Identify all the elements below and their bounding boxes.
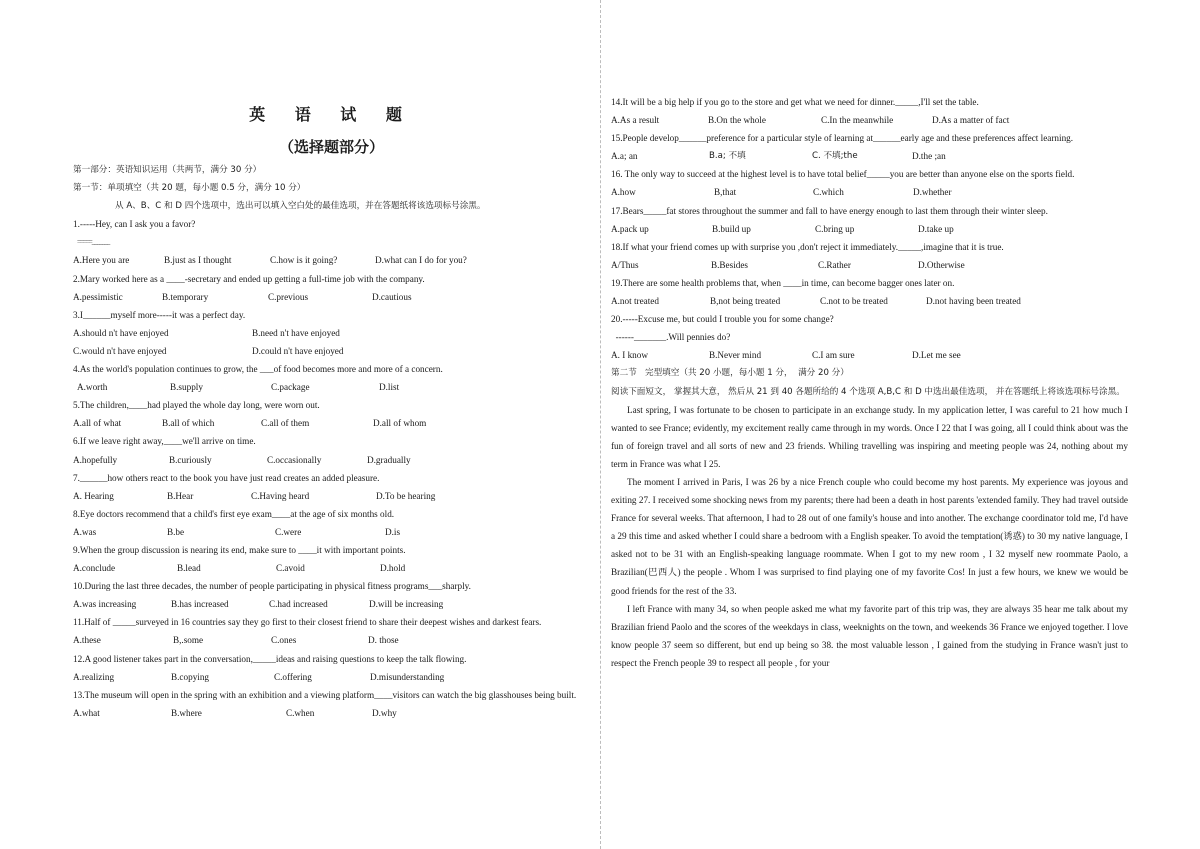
- option-c[interactable]: C.when: [286, 707, 315, 718]
- question-options: [611, 111, 1128, 129]
- question-options: [73, 704, 590, 722]
- option-c[interactable]: C.package: [271, 382, 310, 393]
- option-d[interactable]: D.Let me see: [912, 350, 961, 361]
- option-b[interactable]: B.need n't have enjoyed: [252, 327, 340, 338]
- question-options: [73, 595, 590, 613]
- option-c[interactable]: C.Having heard: [251, 490, 310, 501]
- option-a[interactable]: A.was increasing: [73, 599, 137, 610]
- option-a[interactable]: A.how: [611, 187, 636, 198]
- option-a[interactable]: A.As a result: [611, 115, 660, 126]
- question-stem: 3.I______myself more-----it was a perfect day.: [73, 309, 246, 320]
- section1-heading: 第一节：单项填空（共 20 题，每小题 0.5 分，满分 10 分）: [73, 183, 306, 194]
- question-options: [611, 256, 1128, 274]
- question-6: [73, 432, 590, 468]
- question-19: [611, 274, 1128, 310]
- question-extra-line: =====_______: [77, 238, 110, 247]
- question-options: [611, 220, 1128, 238]
- option-b[interactable]: B.be: [167, 526, 185, 537]
- question-stem: 10.During the last three decades, the number of people participating in physical fitness programs___sharply.: [73, 581, 471, 592]
- question-stem: 15.People develop______preference for a particular style of learning at______early age and these preferences affect learning.: [611, 133, 1074, 144]
- question-options: [73, 251, 590, 269]
- question-options: [73, 378, 590, 396]
- question-5: [73, 396, 590, 432]
- option-d[interactable]: D.To be hearing: [376, 490, 436, 501]
- option-d[interactable]: D.misunderstanding: [370, 671, 445, 682]
- question-options: [73, 342, 590, 360]
- option-d[interactable]: D.gradually: [367, 454, 411, 465]
- option-c[interactable]: C.Rather: [818, 259, 851, 270]
- option-d[interactable]: D.the ;an: [912, 151, 946, 162]
- question-options: [73, 288, 590, 306]
- question-stem: 17.Bears_____fat stores throughout the summer and fall to have energy enough to last them through their winter sleep.: [611, 205, 1048, 216]
- option-c[interactable]: C.how is it going?: [270, 255, 338, 266]
- question-stem: 20.-----Excuse me, but could I trouble you for some change?: [611, 314, 834, 325]
- option-d[interactable]: D.As a matter of fact: [932, 115, 1010, 126]
- option-c[interactable]: C.previous: [268, 291, 309, 302]
- option-d[interactable]: D.not having been treated: [926, 296, 1021, 307]
- option-c[interactable]: C.not to be treated: [820, 296, 888, 307]
- option-c[interactable]: C.offering: [274, 671, 312, 682]
- option-c[interactable]: C.I am sure: [812, 350, 855, 361]
- section2-instruction: 阅读下面短文， 掌握其大意， 然后从 21 到 40 各题所给的 4 个选项 A,B,C 和 D 中选出最佳选项， 并在答题纸上将该选项标号涂黑。: [611, 386, 1125, 397]
- question-8: [73, 505, 590, 541]
- option-d[interactable]: D.hold: [380, 563, 406, 574]
- question-options: [611, 346, 1128, 364]
- option-b[interactable]: B.has increased: [171, 599, 229, 610]
- option-b[interactable]: B.where: [171, 707, 202, 718]
- option-b[interactable]: B.a; 不填: [709, 151, 746, 162]
- question-12: [73, 650, 590, 686]
- option-b[interactable]: B,.some: [173, 635, 204, 646]
- question-17: [611, 202, 1128, 238]
- option-c[interactable]: C.occasionally: [267, 454, 322, 465]
- question-options: [73, 668, 590, 686]
- option-b[interactable]: B.supply: [170, 382, 203, 393]
- question-stem: 14.It will be a big help if you go to the store and get what we need for dinner._____,I'll set the table.: [611, 97, 979, 107]
- question-stem: 6.If we leave right away,____we'll arrive on time.: [73, 436, 256, 447]
- question-options: [611, 183, 1128, 201]
- question-3: [73, 306, 590, 360]
- question-options: [73, 487, 590, 505]
- question-7: [73, 469, 590, 505]
- question-14: [611, 93, 1128, 129]
- option-a[interactable]: A.pessimistic: [73, 291, 123, 302]
- question-options: [73, 631, 590, 649]
- question-options: [73, 523, 590, 541]
- option-b[interactable]: B.just as I thought: [164, 255, 232, 266]
- question-20: [611, 310, 1128, 364]
- option-a[interactable]: A.a; an: [611, 151, 638, 162]
- option-b[interactable]: B.Besides: [711, 259, 749, 270]
- page-fold-divider: [600, 0, 601, 849]
- option-b[interactable]: B.Hear: [167, 490, 194, 501]
- option-a[interactable]: A.not treated: [611, 296, 659, 307]
- question-stem: 4.As the world's population continues to grow, the ___of food becomes more and more of a concern.: [73, 364, 443, 375]
- option-a[interactable]: A.was: [73, 526, 97, 537]
- question-stem: 12.A good listener takes part in the conversation,_____ideas and raising questions to keep the talk flowing.: [73, 653, 467, 664]
- question-stem: 2.Mary worked here as a ____-secretary and ended up getting a full-time job with the company.: [73, 273, 425, 284]
- option-d[interactable]: D.what can I do for you?: [375, 255, 467, 266]
- option-d[interactable]: D.whether: [913, 187, 952, 198]
- question-stem: 7.______how others react to the book you have just read creates an added pleasure.: [73, 472, 380, 483]
- question-16: [611, 165, 1128, 201]
- option-b[interactable]: B.copying: [171, 671, 210, 682]
- question-stem: 19.There are some health problems that, when ____in time, can become bagger ones later on.: [611, 277, 955, 288]
- question-options: [73, 451, 590, 469]
- question-1: [73, 215, 590, 269]
- option-c[interactable]: C.would n't have enjoyed: [73, 345, 167, 356]
- option-b[interactable]: B.all of which: [162, 418, 215, 429]
- option-c[interactable]: C.all of them: [261, 418, 310, 429]
- option-a[interactable]: A. Hearing: [73, 490, 114, 501]
- question-2: [73, 270, 590, 306]
- question-options: [73, 324, 590, 342]
- option-a[interactable]: A.Here you are: [73, 255, 130, 266]
- option-c[interactable]: C.bring up: [815, 223, 855, 234]
- question-options: [611, 147, 1128, 165]
- right-column: [611, 93, 1128, 672]
- option-b[interactable]: B.On the whole: [708, 115, 766, 126]
- option-c[interactable]: C. 不填;the: [812, 151, 858, 162]
- question-options: [73, 414, 590, 432]
- question-stem: 9.When the group discussion is nearing its end, make sure to ____it with important points.: [73, 544, 406, 555]
- option-a[interactable]: A. I know: [611, 350, 649, 361]
- option-a[interactable]: A.all of what: [73, 418, 122, 429]
- option-d[interactable]: D.cautious: [372, 291, 412, 302]
- option-c[interactable]: C.avoid: [276, 563, 305, 574]
- option-c[interactable]: C.which: [813, 187, 844, 198]
- question-13: [73, 686, 590, 722]
- option-b[interactable]: B,not being treated: [710, 296, 781, 307]
- option-d[interactable]: D.will be increasing: [369, 599, 444, 610]
- option-a[interactable]: A.pack up: [611, 223, 649, 234]
- passage-paragraph-3: I left France with many 34, so when people asked me what my favorite part of this trip was, they are always 35 hear me talk about my Brazilian friend Paolo and the scores of the weekdays in class, weeknights on the town, and weekends 36 France we enjoyed together. I love know people 37 seem so different, but end up being so 38. the most valuable lesson , I gained from the studying in France wasn't just to respect the French people 39 to respect all people , for your: [611, 603, 1128, 668]
- option-a[interactable]: A.worth: [77, 382, 108, 393]
- question-options: [73, 559, 590, 577]
- option-a[interactable]: A.hopefully: [73, 454, 118, 465]
- option-d[interactable]: D.list: [379, 382, 400, 393]
- option-a[interactable]: A.conclude: [73, 563, 116, 574]
- option-b[interactable]: B.build up: [712, 223, 751, 234]
- question-4: [73, 360, 590, 396]
- option-d[interactable]: D.all of whom: [373, 418, 427, 429]
- option-d[interactable]: D.Otherwise: [918, 259, 965, 270]
- left-column: [73, 0, 590, 722]
- question-10: [73, 577, 590, 613]
- question-stem: 18.If what your friend comes up with surprise you ,don't reject it immediately._____,imagine that it is true.: [611, 241, 1004, 252]
- option-c[interactable]: C.In the meanwhile: [821, 115, 894, 126]
- option-a[interactable]: A.should n't have enjoyed: [73, 327, 169, 338]
- option-d[interactable]: D.is: [385, 526, 401, 537]
- option-a[interactable]: A.what: [73, 707, 100, 718]
- section1-instruction: 从 A、B、C 和 D 四个选项中，选出可以填入空白处的最佳选项，并在答题纸将该选项标号涂黑。: [115, 201, 486, 212]
- question-stem: 5.The children,____had played the whole day long, were worn out.: [73, 400, 320, 411]
- option-c[interactable]: C.had increased: [269, 599, 328, 610]
- passage-paragraph-2: The moment I arrived in Paris, I was 26 by a nice French couple who could become my host parents. My experience was joyous and exiting 27. I received some shocking news from my parents; there had been a death in host parents 'extended family. They had travel outside France for several weeks. That afternoon, I had to 28 out of one family's house and into another. The exchange coordinator told me, I'd have a 29 this time and asked whether I could share a bedroom with a English speaker. To avoid the temptation(诱惑) to 30 my native language, I asked not to be 31 with an English-speaking language roommate. When I got to my new room , I 32 myself new roommate Paolo, a Brazilian(巴西人) the people . Whom I was surprised to find playing one of my favorite Cos! In just a few hours, we knew we would be good friends for the rest of the 33.: [611, 476, 1128, 596]
- question-extra-line: ------_______.Will pennies do?: [611, 332, 731, 343]
- part1-heading: 第一部分：英语知识运用（共两节，满分 30 分）: [73, 165, 262, 175]
- question-9: [73, 541, 590, 577]
- option-c[interactable]: C.ones: [271, 635, 297, 646]
- option-d[interactable]: D.take up: [918, 223, 954, 234]
- question-options: [611, 292, 1128, 310]
- section2-heading: 第二节 完型填空（共 20 小题，每小题 1 分， 满分 20 分）: [611, 368, 849, 379]
- question-stem: 16. The only way to succeed at the highest level is to have total belief_____you are better than anyone else on the sports field.: [611, 169, 1075, 180]
- passage-paragraph-1: Last spring, I was fortunate to be chosen to participate in an exchange study. In my application letter, I was careful to 21 how much I wanted to see France; evidently, my excitement really came through in my words. Once I 22 that I was going, all I could think about was the fun of foreign travel and all sorts of new and 23 friends. Whiling travelling was inspiring and meeting people was 24, nothing about my term in France was what I 25.: [611, 404, 1128, 469]
- page-title: 英 语 试 题: [249, 105, 414, 124]
- question-stem: 8.Eye doctors recommend that a child's first eye exam____at the age of six months old.: [73, 508, 395, 519]
- option-b[interactable]: B.curiously: [169, 454, 212, 465]
- question-stem: 11.Half of _____surveyed in 16 countries say they go first to their closest friend to share their deepest wishes and darkest fears.: [73, 617, 542, 628]
- option-b[interactable]: B,that: [714, 187, 737, 198]
- option-a[interactable]: A.these: [73, 635, 101, 646]
- option-b[interactable]: B.temporary: [162, 291, 209, 302]
- option-a[interactable]: A/Thus: [611, 259, 639, 270]
- option-b[interactable]: B.Never mind: [709, 350, 762, 361]
- option-d[interactable]: D.why: [372, 707, 397, 718]
- option-d[interactable]: D. those: [368, 635, 399, 646]
- page-subtitle: （选择题部分）: [278, 138, 384, 156]
- option-b[interactable]: B.lead: [177, 563, 201, 574]
- option-c[interactable]: C.were: [275, 526, 302, 537]
- option-d[interactable]: D.could n't have enjoyed: [252, 345, 344, 356]
- option-a[interactable]: A.realizing: [73, 671, 115, 682]
- question-stem: 13.The museum will open in the spring with an exhibition and a viewing platform____visitors can watch the big glasshouses being built.: [73, 689, 577, 700]
- question-stem: 1.-----Hey, can I ask you a favor?: [73, 219, 196, 230]
- question-11: [73, 613, 590, 649]
- question-18: [611, 238, 1128, 274]
- question-15: [611, 129, 1128, 165]
